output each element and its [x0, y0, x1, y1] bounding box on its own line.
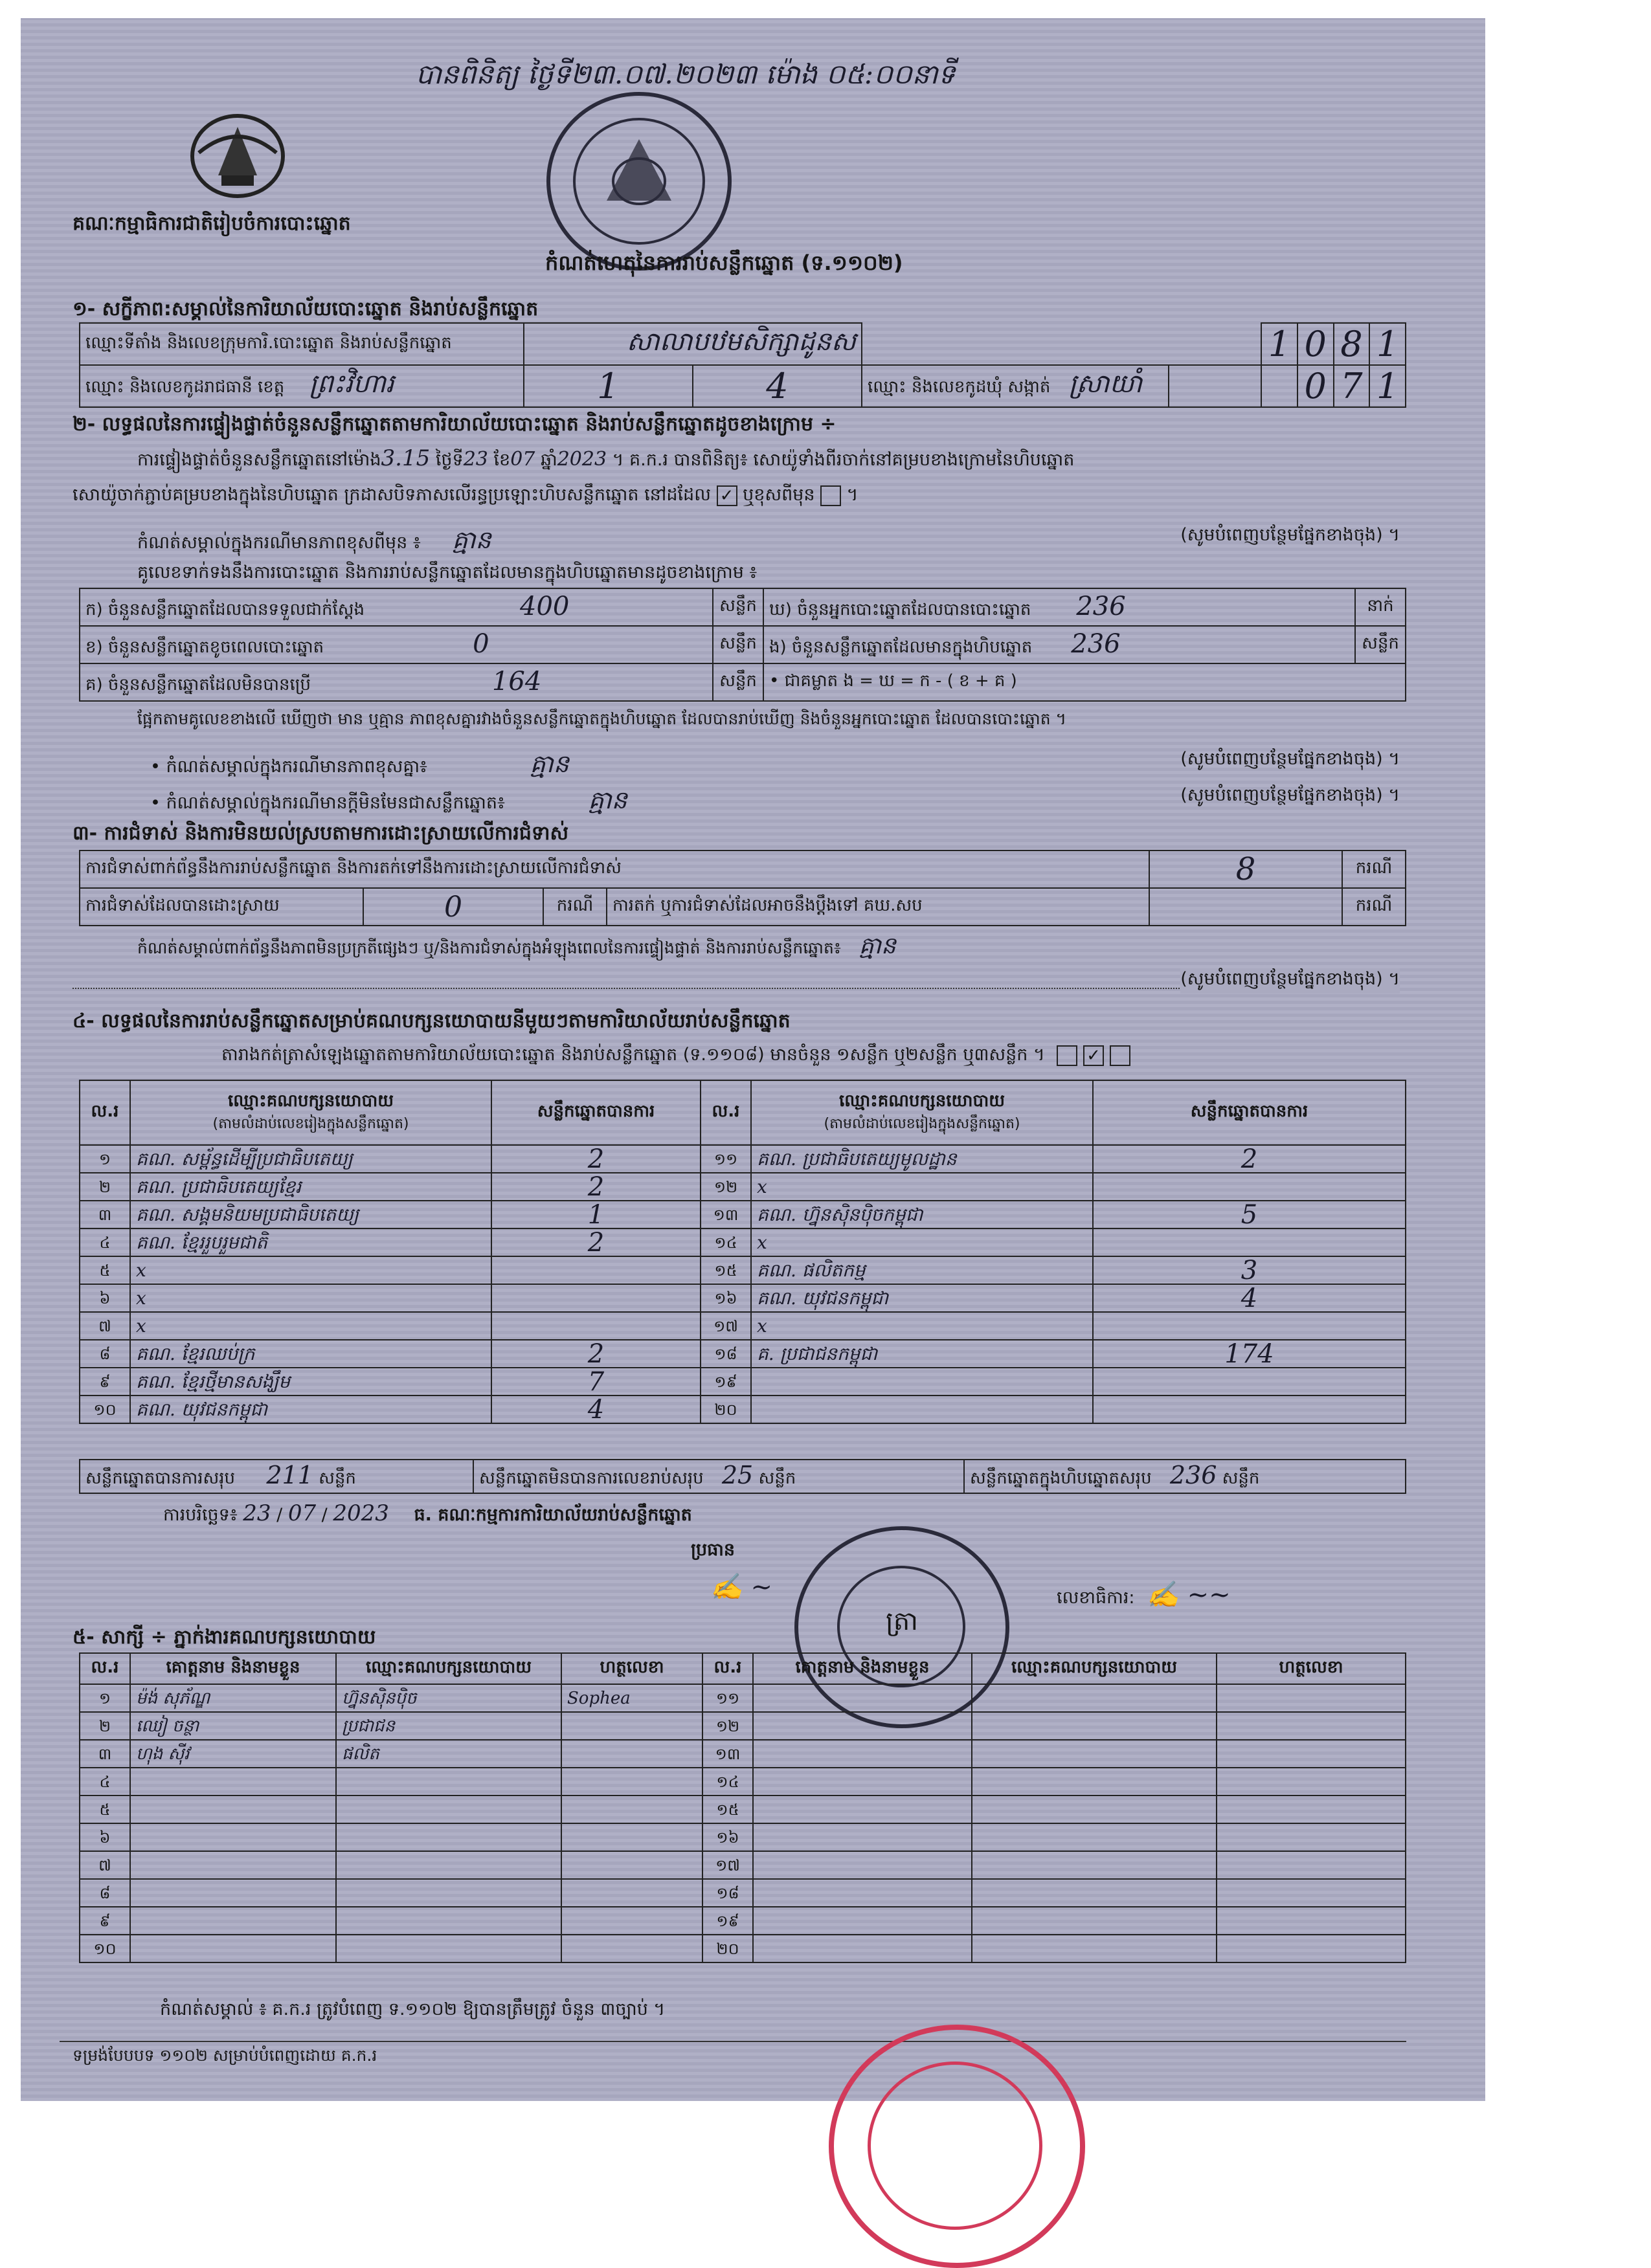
party-votes: 2: [491, 1228, 701, 1256]
witness-signature: [1217, 1823, 1406, 1851]
sign-month: 07: [287, 1500, 317, 1526]
party-name: គណ. ផលិតកម្ម: [751, 1256, 1093, 1284]
witness-row: [80, 1879, 1406, 1907]
change-note-value: គ្មាន: [452, 526, 491, 554]
sign-day: 23: [243, 1500, 271, 1526]
party-number: ១៨: [701, 1340, 751, 1368]
party-number: ១៩: [701, 1368, 751, 1395]
witness-name: [753, 1796, 972, 1823]
party-number: ៩: [80, 1368, 130, 1395]
witness-party: ហ្វ៊ុនស៊ិនប៉ិច: [336, 1684, 561, 1712]
witness-party: [336, 1796, 561, 1823]
party-name: x: [130, 1312, 491, 1340]
party-name: គណ. យុវជនកម្ពុជា: [130, 1395, 491, 1423]
party-number: ៣: [80, 1201, 130, 1228]
party-votes: [1093, 1312, 1406, 1340]
party-number: ៦: [80, 1284, 130, 1312]
party-name: x: [751, 1173, 1093, 1201]
verification-year: 2023: [557, 448, 607, 471]
secretary-signature: ✍ ~~: [1147, 1580, 1231, 1610]
witness-number: ១៥: [702, 1796, 753, 1823]
party-name: x: [130, 1284, 491, 1312]
witness-number: ១២: [702, 1712, 753, 1740]
witness-number: ២: [80, 1712, 130, 1740]
witness-party: ផលិត: [336, 1740, 561, 1768]
witness-party: [972, 1712, 1217, 1740]
witness-name: [753, 1823, 972, 1851]
witness-name: [753, 1907, 972, 1935]
commune-code-digit: 0: [1297, 365, 1334, 407]
party-row: [80, 1201, 1406, 1228]
irregularity-note: កំណត់សម្គាល់ពាក់ព័ន្ធនឹងភាពមិនប្រក្រតីផ្សេងៗ ឬ/និងការជំទាស់ក្នុងអំឡុងពេលនៃការផ្ទៀងផ្ទាត់ និងការរាប់សន្លឹកឆ្នោត៖ គ្មាន: [137, 933, 896, 959]
location-label: ឈ្មោះទីតាំង និងលេខក្រុមការិ.បោះឆ្នោត និងរាប់សន្លឹកឆ្នោត: [80, 323, 524, 365]
tally-sheet-count: តារាងកត់ត្រាសំឡេងឆ្នោតតាមការិយាល័យបោះឆ្នោត និងរាប់សន្លឹកឆ្នោត (ទ.១១០៨) មានចំនួន ១សន្លឹក ឬ២សន្លឹក ឬ៣សន្លឹក ។ ✓: [221, 1044, 1130, 1069]
verification-month: 07: [510, 448, 535, 471]
bullet-nonballot: • កំណត់សម្គាល់ក្នុងករណីមានក្តីមិនមែនជាសន្លឹកឆ្នោត៖ គ្មាន (សូមបំពេញបន្ថែមផ្នែកខាងចុង) ។: [150, 785, 1400, 814]
witness-row: [80, 1796, 1406, 1823]
party-name: គណ. ខ្មែររួបរួមជាតិ: [130, 1228, 491, 1256]
party-number: ១១: [701, 1145, 751, 1173]
party-votes: 5: [1093, 1201, 1406, 1228]
witness-name: ហុង ស៊ីវ: [130, 1740, 336, 1768]
bullet-discrepancy: • កំណត់សម្គាល់ក្នុងករណីមានភាពខុសគ្នា៖ គ្មាន (សូមបំពេញបន្ថែមផ្នែកខាងចុង) ។: [150, 749, 1400, 778]
change-note-line: កំណត់សម្គាល់ក្នុងករណីមានភាពខុសពីមុន ៖ គ្មាន (សូមបំពេញបន្ថែមផ្នែកខាងចុង) ។: [137, 525, 1400, 554]
witness-signature: [1217, 1740, 1406, 1768]
witness-name: [753, 1935, 972, 1962]
committee-name: គណៈកម្មាធិការជាតិរៀបចំការបោះឆ្នោត: [73, 212, 351, 235]
complaints-row-label: ការជំទាស់ពាក់ព័ន្ធនឹងការរាប់សន្លឹកឆ្នោត និងការតក់ទៅនឹងការដោះស្រាយលើការជំទាស់: [80, 850, 1149, 888]
party-name: x: [751, 1312, 1093, 1340]
nec-emblem-icon: [183, 107, 293, 205]
party-name: គណ. ប្រជាធិបតេយ្យមូលដ្ឋាន: [751, 1145, 1093, 1173]
witness-row: [80, 1935, 1406, 1962]
office-code-digit: 1: [1369, 323, 1406, 365]
witness-number: ៤: [80, 1768, 130, 1796]
province-label: ឈ្មោះ និងលេខកូដរាជធានី ខេត្ត: [85, 377, 285, 397]
party-row: [80, 1284, 1406, 1312]
commune-code-digit: 1: [1369, 365, 1406, 407]
witness-name: [753, 1740, 972, 1768]
party-number: ១៦: [701, 1284, 751, 1312]
witness-party: [972, 1823, 1217, 1851]
party-number: ១៥: [701, 1256, 751, 1284]
witness-number: ៩: [80, 1907, 130, 1935]
commune-name: ស្រាយាំ: [1068, 369, 1143, 399]
witness-number: ៣: [80, 1740, 130, 1768]
witness-signature: [561, 1768, 702, 1796]
party-votes: [491, 1256, 701, 1284]
witness-signature: [1217, 1684, 1406, 1712]
count-row: ក) ចំនួនសន្លឹកឆ្នោតដែលបានទទួលជាក់ស្តែង 400 សន្លឹក ឃ) ចំនួនអ្នកបោះឆ្នោតដែលបានបោះឆ្នោត 236 នាក់: [80, 588, 1406, 626]
irregularity-note-value: គ្មាន: [859, 933, 896, 959]
witness-party: [336, 1851, 561, 1879]
party-name: គណ. សម្ព័ន្ធដើម្បីប្រជាធិបតេយ្យ: [130, 1145, 491, 1173]
section4-heading: ៤- លទ្ធផលនៃការរាប់សន្លឹកឆ្នោតសម្រាប់គណបក្សនយោបាយនីមួយៗតាមការិយាល័យរាប់សន្លឹកឆ្នោត: [73, 1010, 791, 1032]
party-row: [80, 1312, 1406, 1340]
section1-heading: ១- សក្ខីភាព:សម្គាល់នៃការិយាល័យបោះឆ្នោត និងរាប់សន្លឹកឆ្នោត: [73, 298, 539, 320]
complaints-count: 8: [1149, 850, 1342, 888]
verification-time: 3.15: [381, 445, 431, 471]
office-code-digit: 0: [1297, 323, 1334, 365]
witness-party: [972, 1768, 1217, 1796]
commune-label: ឈ្មោះ និងលេខកូដឃុំ សង្កាត់: [867, 377, 1051, 397]
witness-signature: [1217, 1712, 1406, 1740]
chief-signature: ✍ ~: [710, 1572, 773, 1602]
witness-signature: [1217, 1907, 1406, 1935]
witness-name: [130, 1907, 336, 1935]
footnote: កំណត់សម្គាល់ ៖ គ.ក.រ ត្រូវបំពេញ ទ.១១០២ ឱ្យបានត្រឹមត្រូវ ចំនួន ៣ច្បាប់ ។: [160, 1999, 666, 2019]
province-code-digit: 1: [524, 365, 693, 407]
witness-signature: [561, 1935, 702, 1962]
witness-party: [336, 1935, 561, 1962]
witness-row: [80, 1851, 1406, 1879]
party-votes: 2: [491, 1340, 701, 1368]
total-ballots-in-box: 236: [1169, 1461, 1217, 1489]
party-number: ១៧: [701, 1312, 751, 1340]
witness-number: ១៧: [702, 1851, 753, 1879]
party-name: x: [751, 1228, 1093, 1256]
witness-name: [130, 1935, 336, 1962]
witness-party: [972, 1879, 1217, 1907]
red-stamp-inner-ring: [868, 2062, 1042, 2230]
witness-number: ២០: [702, 1935, 753, 1962]
witness-number: ៧: [80, 1851, 130, 1879]
witness-number: ១៨: [702, 1879, 753, 1907]
witness-signature: [561, 1712, 702, 1740]
witness-signature: [561, 1879, 702, 1907]
party-name: គណ. ហ្វ៊ុនស៊ិនប៉ិចកម្ពុជា: [751, 1201, 1093, 1228]
province-code-digit: 4: [693, 365, 862, 407]
sign-year: 2023: [333, 1500, 389, 1526]
party-votes: 1: [491, 1201, 701, 1228]
footer-rule: [60, 2041, 1406, 2042]
party-number: ១៣: [701, 1201, 751, 1228]
party-row: [80, 1368, 1406, 1395]
witness-number: ១១: [702, 1684, 753, 1712]
bullet-discrepancy-value: គ្មាន: [530, 750, 569, 778]
complaints-table: ការជំទាស់ពាក់ព័ន្ធនឹងការរាប់សន្លឹកឆ្នោត និងការតក់ទៅនឹងការដោះស្រាយលើការជំទាស់ 8 ករណី ការជំទាស់ដែលបានដោះស្រាយ 0 ករណី ការតក់ ឬការជំទាស់ដែលអាចនឹងប្តឹងទៅ គឃ.សប ករណី: [79, 850, 1406, 926]
official-stamp-top: [539, 84, 739, 278]
three-sheet-checkbox: [1110, 1045, 1130, 1066]
witness-party: [336, 1823, 561, 1851]
witness-number: ១៤: [702, 1768, 753, 1796]
chief-label: ប្រធាន: [691, 1540, 736, 1560]
seal-paragraph: សោយ៉ូចាក់ភ្ជាប់គម្របខាងក្នុងនៃហិបឆ្នោត ក្រដាសបិទភាសលើរន្ធប្រឡោះហិបសន្លឹកឆ្នោត នៅដដែល ✓ ឬខុសពីមុន ។: [73, 485, 859, 506]
location-name: សាលាបឋមសិក្សាដូនស: [626, 327, 856, 357]
party-name: [751, 1368, 1093, 1395]
witness-name: [130, 1823, 336, 1851]
witness-signature: [561, 1796, 702, 1823]
total-invalid-votes: 25: [721, 1461, 754, 1489]
party-number: ១៤: [701, 1228, 751, 1256]
party-number: ២: [80, 1173, 130, 1201]
witness-table: ល.រ គោត្តនាម និងនាមខ្លួន ឈ្មោះគណបក្សនយោបាយ ហត្ថលេខា ល.រ គោត្តនាម និងនាមខ្លួន ឈ្មោះគណបក្សនយោបាយ ហត្ថលេខា ១ ម៉ង់ សុភ័ណ្ឌ ហ្វ៊ុនស៊ិនប៉ិច Sophea ១១ ២ ឈៀ ចន្ថា ប្រជាជន ១២ ៣ ហុង ស៊ីវ ផលិត ១៣ ៤ ១៤ ៥ ១៥ ៦ ១៦ ៧ ១៧ ៨ ១៨ ៩ ១៩ ១០ ២០: [79, 1652, 1406, 1963]
witness-party: [972, 1907, 1217, 1935]
form-title: កំណត់ហេតុនៃការរាប់សន្លឹកឆ្នោត (ទ.១១០២): [545, 250, 903, 275]
witness-name: [753, 1851, 972, 1879]
witness-party: [336, 1879, 561, 1907]
verification-note: បានពិនិត្យ ថ្ងៃទី២៣.០៧.២០២៣ ម៉ោង ០៥:០០នាទី: [416, 58, 956, 90]
witness-name: [130, 1851, 336, 1879]
location-table: [79, 322, 1406, 408]
witness-party: [972, 1796, 1217, 1823]
party-votes: [1093, 1395, 1406, 1423]
two-sheet-checkbox: ✓: [1083, 1045, 1104, 1066]
witness-name: [130, 1768, 336, 1796]
witness-number: ៥: [80, 1796, 130, 1823]
party-number: ៥: [80, 1256, 130, 1284]
party-row: [80, 1173, 1406, 1201]
verification-paragraph: ការផ្ទៀងផ្ទាត់ចំនួនសន្លឹកឆ្នោតនៅម៉ោង3.15 ថ្ងៃទី23 ខែ07 ឆ្នាំ2023 ។ គ.ក.រ បានពិនិត្យ៖ សោយ៉ូទាំងពីរចាក់នៅគម្របខាងក្រោមនៃហិបឆ្នោត: [137, 445, 1075, 471]
witness-signature: [1217, 1768, 1406, 1796]
witness-party: [336, 1768, 561, 1796]
party-number: ១០: [80, 1395, 130, 1423]
witness-signature: [1217, 1851, 1406, 1879]
irregularity-fill-line: (សូមបំពេញបន្ថែមផ្នែកខាងចុង) ។: [73, 968, 1400, 989]
party-votes: 4: [491, 1395, 701, 1423]
same-checkbox: ✓: [717, 485, 737, 506]
stamp-label: ត្រា: [886, 1606, 918, 1636]
party-number: ១: [80, 1145, 130, 1173]
party-votes: [491, 1284, 701, 1312]
ballot-counts-table: [79, 588, 1406, 702]
witness-number: ៦: [80, 1823, 130, 1851]
section3-heading: ៣- ការជំទាស់ និងការមិនយល់ស្របតាមការដោះស្រាយលើការជំទាស់: [73, 822, 569, 845]
party-votes: [1093, 1228, 1406, 1256]
appeal-label: ការតក់ ឬការជំទាស់ដែលអាចនឹងប្តឹងទៅ គឃ.សប: [607, 888, 1149, 926]
party-name: គណ. ខ្មែរឈប់ក្រ: [130, 1340, 491, 1368]
signature-date-line: ការបរិច្ឆេទ៖ 23 / 07 / 2023 ធ. គណៈកម្មការការិយាល័យរាប់សន្លឹកឆ្នោត: [163, 1500, 692, 1526]
party-name: គណ. យុវជនកម្ពុជា: [751, 1284, 1093, 1312]
witness-number: ១០: [80, 1935, 130, 1962]
party-votes: [1093, 1368, 1406, 1395]
verification-day: 23: [463, 448, 488, 471]
party-votes: [1093, 1173, 1406, 1201]
witness-signature: [561, 1907, 702, 1935]
party-name: គណ. សង្គមនិយមប្រជាធិបតេយ្យ: [130, 1201, 491, 1228]
different-checkbox: [820, 485, 841, 506]
party-votes: [491, 1312, 701, 1340]
witness-party: [972, 1684, 1217, 1712]
party-number: ៨: [80, 1340, 130, 1368]
witness-name: [753, 1768, 972, 1796]
party-name: x: [130, 1256, 491, 1284]
witness-signature: [561, 1740, 702, 1768]
counts-intro: គូលេខទាក់ទងនឹងការបោះឆ្នោត និងការរាប់សន្លឹកឆ្នោតដែលមានក្នុងហិបឆ្នោតមានដូចខាងក្រោម ៖: [137, 562, 758, 583]
witness-name: [753, 1712, 972, 1740]
witness-row: [80, 1907, 1406, 1935]
party-name: [751, 1395, 1093, 1423]
party-number: ៧: [80, 1312, 130, 1340]
witness-name: [130, 1879, 336, 1907]
party-row: [80, 1340, 1406, 1368]
office-code-digit: 1: [1261, 323, 1297, 365]
party-votes: 2: [491, 1145, 701, 1173]
one-sheet-checkbox: [1057, 1045, 1077, 1066]
count-row: គ) ចំនួនសន្លឹកឆ្នោតដែលមិនបានប្រើ 164 សន្លឹក • ជាគម្លាត ង = ឃ = ក - ( ខ + គ ): [80, 663, 1406, 701]
party-name: គ. ប្រជាជនកម្ពុជា: [751, 1340, 1093, 1368]
bullet-nonballot-value: គ្មាន: [588, 786, 627, 814]
province-name: ព្រះវិហារ: [309, 369, 394, 399]
witness-number: ១៣: [702, 1740, 753, 1768]
scanned-sheet: [21, 18, 1485, 2101]
witness-name: [753, 1879, 972, 1907]
witness-row: [80, 1768, 1406, 1796]
witness-signature: [1217, 1796, 1406, 1823]
party-votes: 2: [491, 1173, 701, 1201]
witness-signature: [1217, 1935, 1406, 1962]
commune-code-digit: 7: [1334, 365, 1370, 407]
witness-name: [753, 1684, 972, 1712]
witness-row: [80, 1740, 1406, 1768]
witness-row: [80, 1712, 1406, 1740]
party-votes: 3: [1093, 1256, 1406, 1284]
witness-party: [336, 1907, 561, 1935]
witness-party: ប្រជាជន: [336, 1712, 561, 1740]
section2-heading: ២- លទ្ធផលនៃការផ្ទៀងផ្ទាត់ចំនួនសន្លឹកឆ្នោតតាមការិយាល័យបោះឆ្នោត និងរាប់សន្លឹកឆ្នោតដូចខាងក្រោម ÷: [73, 413, 837, 436]
party-number: ២០: [701, 1395, 751, 1423]
witness-number: ១: [80, 1684, 130, 1712]
party-row: [80, 1256, 1406, 1284]
party-number: ៤: [80, 1228, 130, 1256]
witness-row: [80, 1684, 1406, 1712]
totals-table: សន្លឹកឆ្នោតបានការសរុប 211 សន្លឹក សន្លឹកឆ្នោតមិនបានការលេខរាប់សរុប 25 សន្លឹក សន្លឹកឆ្នោតក្នុងហិបឆ្នោតសរុប 236 សន្លឹក: [79, 1459, 1406, 1494]
witness-number: ១៩: [702, 1907, 753, 1935]
party-votes: 7: [491, 1368, 701, 1395]
party-votes: 4: [1093, 1284, 1406, 1312]
party-name: គណ. ខ្មែរថ្មីមានសង្ឃឹម: [130, 1368, 491, 1395]
party-row: [80, 1145, 1406, 1173]
resolved-count: 0: [363, 888, 543, 926]
witness-party: [972, 1935, 1217, 1962]
form-code: ទម្រង់បែបបទ ១១០២ សម្រាប់បំពេញដោយ គ.ក.រ: [73, 2046, 377, 2065]
party-number: ១២: [701, 1173, 751, 1201]
party-votes: 2: [1093, 1145, 1406, 1173]
witness-number: ១៦: [702, 1823, 753, 1851]
secretary-label: លេខាធិការ: ✍ ~~: [1057, 1580, 1231, 1610]
witness-name: [130, 1796, 336, 1823]
count-row: ខ) ចំនួនសន្លឹកឆ្នោតខូចពេលបោះឆ្នោត 0 សន្លឹក ង) ចំនួនសន្លឹកឆ្នោតដែលមានក្នុងហិបឆ្នោត 236 សន្លឹក: [80, 626, 1406, 663]
witness-number: ៨: [80, 1879, 130, 1907]
witness-signature: Sophea: [561, 1684, 702, 1712]
witness-name: ម៉ង់ សុភ័ណ្ឌ: [130, 1684, 336, 1712]
witness-name: ឈៀ ចន្ថា: [130, 1712, 336, 1740]
party-row: [80, 1228, 1406, 1256]
witness-party: [972, 1740, 1217, 1768]
witness-signature: [1217, 1879, 1406, 1907]
party-votes: 174: [1093, 1340, 1406, 1368]
witness-signature: [561, 1823, 702, 1851]
witness-party: [972, 1851, 1217, 1879]
resolved-label: ការជំទាស់ដែលបានដោះស្រាយ: [80, 888, 363, 926]
compare-line: ផ្អែកតាមគូលេខខាងលើ ឃើញថា មាន ឬគ្មាន ភាពខុសគ្នារវាងចំនួនសន្លឹកឆ្នោតក្នុងហិបឆ្នោត ដែលបានរាប់ឃើញ និងចំនួនអ្នកបោះឆ្នោត ដែលបានបោះឆ្នោត ។: [137, 709, 1067, 728]
party-results-table: ល.រ ឈ្មោះគណបក្សនយោបាយ (តាមលំដាប់លេខរៀងក្នុងសន្លឹកឆ្នោត) សន្លឹកឆ្នោតបានការ ល.រ ឈ្មោះគណបក្សនយោបាយ (តាមលំដាប់លេខរៀងក្នុងសន្លឹកឆ្នោត) សន្លឹកឆ្នោតបានការ ១ គណ. សម្ព័ន្ធដើម្បីប្រជាធិបតេយ្យ 2 ១១ គណ. ប្រជាធិបតេយ្យមូលដ្ឋាន 2 ២ គណ. ប្រជាធិបតេយ្យខ្មែរ 2 ១២ x ៣ គណ. សង្គមនិយមប្រជាធិបតេយ្យ 1 ១៣ គណ. ហ្វ៊ុនស៊ិនប៉ិចកម្ពុជា 5 ៤ គណ. ខ្មែររួបរួមជាតិ 2 ១៤ x ៥ x ១៥ គណ. ផលិតកម្ម 3 ៦ x ១៦ គណ. យុវជនកម្ពុជា 4 ៧ x ១៧ x ៨ គណ. ខ្មែរឈប់ក្រ 2 ១៨ គ. ប្រជាជនកម្ពុជា 174 ៩ គណ. ខ្មែរថ្មីមានសង្ឃឹម 7 ១៩ ១០ គណ. យុវជនកម្ពុជា 4 ២០: [79, 1080, 1406, 1424]
party-row: [80, 1395, 1406, 1423]
witness-row: [80, 1823, 1406, 1851]
section5-heading: ៥- សាក្សី ÷ ភ្នាក់ងារគណបក្សនយោបាយ: [73, 1626, 376, 1649]
total-valid-votes: 211: [266, 1461, 313, 1489]
party-name: គណ. ប្រជាធិបតេយ្យខ្មែរ: [130, 1173, 491, 1201]
office-code-digit: 8: [1334, 323, 1370, 365]
witness-signature: [561, 1851, 702, 1879]
